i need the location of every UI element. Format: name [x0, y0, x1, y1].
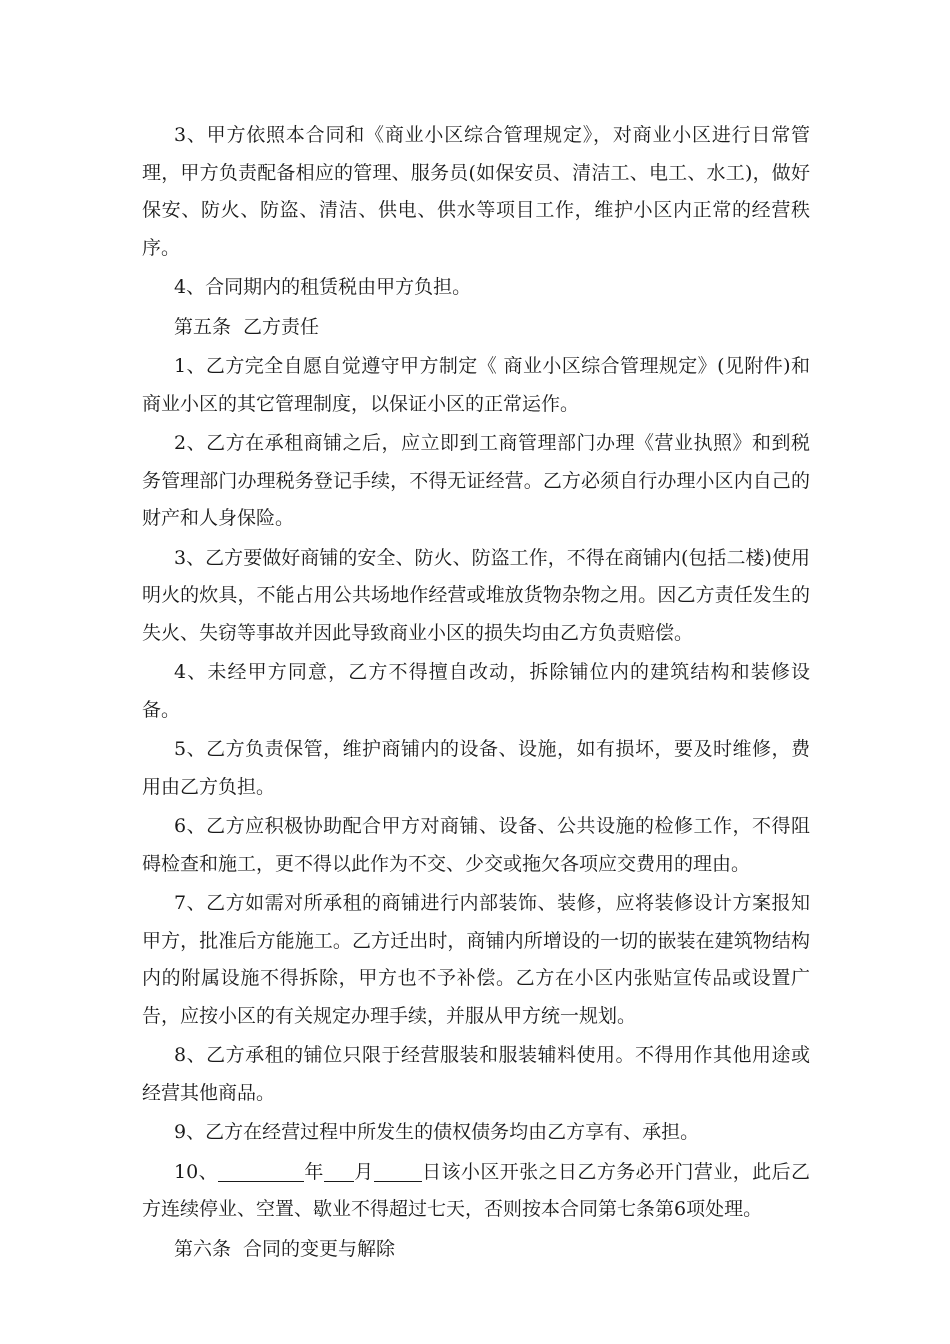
year-label: 年: [304, 1160, 324, 1183]
clause-paragraph: 3、甲方依照本合同和《商业小区综合管理规定》，对商业小区进行日常管理，甲方负责配备相应的管理、服务员(如保安员、清洁工、电工、水工)，做好保安、防火、防盗、清洁、供电、供水等项目工作，维护小区内正常的经营秩序。: [142, 124, 810, 259]
clause-text: 日该小区开张之日乙方务必开门营业，此后乙方连续停业、空置、歇业不得超过七天，否则按本合同第七条第6项处理。: [142, 1160, 810, 1220]
clause-paragraph: 7、乙方如需对所承租的商铺进行内部装饰、装修，应将装修设计方案报知甲方，批准后方能施工。乙方迁出时，商铺内所增设的一切的嵌装在建筑物结构内的附属设施不得拆除，甲方也不予补偿。乙方在小区内张贴宣传品或设置广告，应按小区的有关规定办理手续，并服从甲方统一规划。: [142, 892, 810, 1027]
clause-prefix: 10、: [174, 1160, 219, 1183]
clause-paragraph: 4、未经甲方同意，乙方不得擅自改动，拆除铺位内的建筑结构和装修设备。: [142, 661, 810, 721]
article-title: 乙方责任: [243, 315, 320, 338]
article-number: 第六条: [174, 1237, 232, 1260]
clause-paragraph: 8、乙方承租的铺位只限于经营服装和服装辅料使用。不得用作其他用途或经营其他商品。: [142, 1044, 810, 1104]
article-number: 第五条: [174, 315, 232, 338]
clause-paragraph: 9、乙方在经营过程中所发生的债权债务均由乙方享有、承担。: [174, 1121, 700, 1143]
clause-paragraph-date: [142, 1154, 810, 1229]
clause-paragraph: 3、乙方要做好商铺的安全、防火、防盗工作，不得在商铺内(包括二楼)使用明火的炊具，不能占用公共场地作经营或堆放货物杂物之用。因乙方责任发生的失火、失窃等事故并因此导致商业小区的损失均由乙方负责赔偿。: [142, 546, 810, 644]
article-heading: [142, 309, 810, 347]
clause-paragraph: 2、乙方在承租商铺之后，应立即到工商管理部门办理《营业执照》和到税务管理部门办理税务登记手续，不得无证经营。乙方必须自行办理小区内自己的财产和人身保险。: [142, 432, 810, 529]
article-heading: [142, 1231, 810, 1269]
clause-paragraph: 1、乙方完全自愿自觉遵守甲方制定《 商业小区综合管理规定》(见附件)和商业小区的其它管理制度，以保证小区的正常运作。: [142, 355, 810, 415]
clause-paragraph: 4、合同期内的租赁税由甲方负担。: [174, 276, 472, 298]
day-blank: [374, 1159, 422, 1182]
article-title: 合同的变更与解除: [243, 1237, 396, 1260]
clause-paragraph: 6、乙方应积极协助配合甲方对商铺、设备、公共设施的检修工作，不得阻碍检查和施工，更不得以此作为不交、少交或拖欠各项应交费用的理由。: [142, 815, 810, 875]
document-body: [142, 117, 810, 1270]
month-label: 月: [353, 1160, 374, 1183]
clause-paragraph: 5、乙方负责保管，维护商铺内的设备、设施，如有损坏，要及时维修，费用由乙方负担。: [142, 738, 810, 798]
month-blank: [324, 1159, 354, 1182]
year-blank: [218, 1159, 304, 1182]
